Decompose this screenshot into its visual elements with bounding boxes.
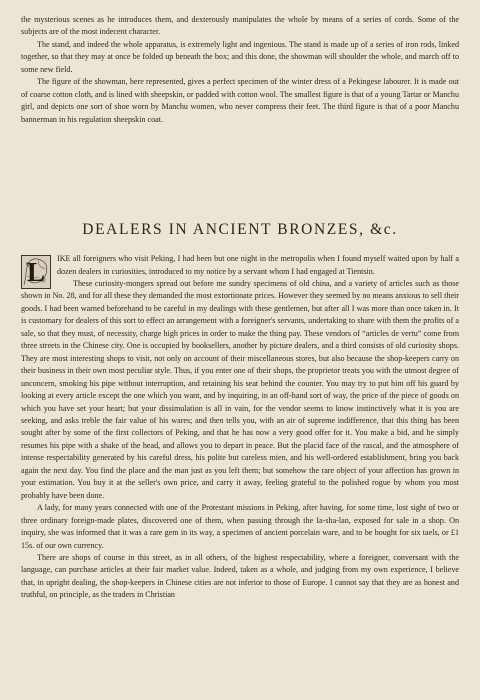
paragraph-curiosity-mongers: These curiosity-mongers spread out before me sundry specimens of old china, and a variety of articles such as those shown in No. 28, and for all these they demanded the most extortionate prices. However they seemed by no means anxious to sell their goods. I had been warned beforehand to be careful in my dealings with these gentlemen, but after all I was more than once taken in. It is customary for dealers of this sort to effect an arrangement with a foreigner's servants, undertaking to share with them the profits of a sale, so that they must, of necessity, charge high prices in order to make the thing pay. These vendors of “articles de vertu” come from three streets in the Chinese city. One is occupied by booksellers, another by picture dealers, and a third consists of old curiosity shops. They are most interesting shops to visit, not only on account of their miscellaneous stores, but also because the shop-keepers carry on their business in their own most peculiar style. Thus, if you enter one of their shops, the proprietor treats you with the utmost degree of unconcern, smoking his pipe without interruption, and retaining his seat behind the counter. You may try to put him off his guard by looking at every article except the one which you want, and by inquiring, in an off-hand sort of way, the price of the piece of goods on which you have set your heart; but your dissimulation is all in vain, for the vendor seems to know instinctively what it is you are seeking, and asks treble the fair value of his wares; and then tells you, with an air of supreme indifference, that this thing has been sought after by some of the first collectors of Peking, and that he has now a very good offer for it. You make a bid, and he simply resumes his pipe with a shake of the head, and allows you to depart in peace. But the placid face of the rascal, and the atmosphere of intense respectability generated by his careful dress, his polite but careless mien, and his well-ordered establishment, bring you back again the next day. You find the place and the man just as you left them; but somehow the rare object of your affection has grown in your estimation. You buy it at the seller's own price, and carry it away, feeling grateful to the polished rogue by whom you most probably have been done. [21, 278, 459, 500]
section-title: DEALERS IN ANCIENT BRONZES, &c. [82, 221, 398, 239]
section-body [21, 253, 459, 602]
intro-text: IKE all foreigners who visit Peking, I had been but one night in the metropolis when I found myself waited upon by half a dozen dealers in curiosities, introduced to my notice by a servant whom I had engaged at Tientsin. [57, 254, 459, 276]
ornamental-dropcap-icon [21, 255, 51, 289]
paragraph-showman-figure: The figure of the showman, here represented, gives a perfect specimen of the winter dress of a Pekingese labourer. It is made out of coarse cotton cloth, and is lined with sheepskin, or padded with cotton wool. The smallest figure is that of a young Tartar or Manchu girl, and depicts one sort of shoe worn by Manchu women, who never compress their feet. The third figure is that of a poor Manchu bannerman in his regulation sheepskin coat. [21, 77, 459, 124]
continued-text-block [21, 14, 459, 126]
dropcap-letter: L [26, 257, 46, 288]
paragraph-lady-plates: A lady, for many years connected with one of the Protestant missions in Peking, after having, for some time, lost sight of two or three ordinary foreign-made plates, discovered one of them, when passing through the Ia-sha-lan, exposed for sale in a shop. On inquiry, she was informed that it was a rare gem in its way, a specimen of ancient porcelain ware, and to be bought for six taels, or £1 15s. of our own currency. [21, 503, 459, 550]
paragraph-respectable-shops: There are shops of course in this street, as in all others, of the highest respectability, where a foreigner, conversant with the language, can purchase articles at their fair market value. Indeed, taken as a whole, and judging from my own experience, I believe that, in upright dealing, the shop-keepers in Chinese cities are not inferior to those of Europe. I cannot say that they are as honest and truthful, on principle, as the traders in Christian [21, 552, 459, 600]
paragraph-stand: The stand, and indeed the whole apparatus, is extremely light and ingenious. The stand is made up of a series of iron rods, linked together, so that they may at once be folded up beneath the box; and this done, the showman will shoulder the whole, and march off to some new field. [21, 39, 459, 74]
paragraph-intro [21, 253, 459, 288]
paragraph-continued: the mysterious scenes as he introduces them, and dexterously manipulates the whole by means of a series of cords. Some of the subjects are of the most indecent character. [21, 15, 459, 37]
